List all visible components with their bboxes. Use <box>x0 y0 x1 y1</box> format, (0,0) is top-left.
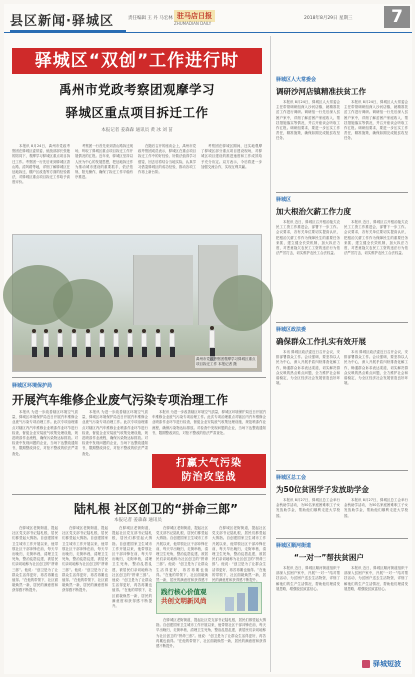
right-kicker-5: 驿城区顺河街道 <box>276 543 312 549</box>
photo-person <box>155 329 161 357</box>
right-body-5b <box>344 566 408 654</box>
page-number: 7 <box>384 6 410 28</box>
ad-subtitle: 共创文明新风尚 <box>161 597 207 605</box>
right-body-4a <box>276 498 340 534</box>
masthead-rule <box>4 32 412 33</box>
ad-title: 践行核心价值观 <box>161 588 207 596</box>
lead-title-line2: 驿城区重点项目拆迁工作 <box>65 105 209 120</box>
right-body-3b <box>344 350 408 466</box>
section-title: 县区新闻·驿城区 <box>10 10 114 29</box>
right-headline-5: “一对一”帮扶贫困户 <box>294 553 364 562</box>
ad-building-graphic <box>248 587 258 611</box>
photo-person <box>71 329 77 357</box>
column-divider <box>270 36 271 672</box>
story3-body-col6 <box>156 618 266 658</box>
story3-body-col3 <box>112 526 152 656</box>
story3-body-col1 <box>12 526 58 656</box>
right-body-2a <box>276 220 340 318</box>
story3-body-col2 <box>62 526 108 656</box>
photo-tree <box>213 275 273 331</box>
newspaper-logo-subtitle: ZHUMADIAN DAILY <box>174 21 212 26</box>
right-paragraph: 本报讯 8月27日，驿城区总工会举行金秋助学活动，为50名家庭困难职工子女发放助学金，帮助他们顺利走进大学校园。 <box>276 498 340 518</box>
right-body-4b <box>344 498 408 534</box>
article-rule <box>276 192 408 193</box>
right-headline-1: 调研沙河店镇精准扶贫工作 <box>276 87 366 96</box>
article-rule <box>276 322 408 323</box>
right-paragraph: 本报讯 近日，驿城区召开根治拖欠农民工工资工作推进会，部署下一步工作。会议要求，各有关单位要切实提高认识，把根治欠薪工作作为保障民生的重要任务来抓，建立健全长效机制，加大执法力度，对恶意拖欠农民工工资的违法行为依法严厉打击，切实维护农民工合法权益。 <box>276 220 340 256</box>
right-paragraph: 本报讯 近日，驿城区顺河街道组织干部深入贫困户家中，开展“一对一”结对帮扶活动，为贫困户送去生活物资，详细了解他们的生产生活情况，帮助他们理清发展思路，增强脱贫致富信心。 <box>276 566 340 591</box>
photo-person <box>85 329 91 357</box>
story2-paragraph: 本报讯 为进一步改善辖区环境空气质量，驿城区环境保护局近日开展汽车维修企业废气污染专项治理工作。此次专项治理重点对辖区内汽车维修企业喷漆作业环节进行检查，督促企业安装废气收集处理设施，规范喷漆作业流程，确保污染物达标排放。对检查中发现问题的企业，当场下达整改通知书，限期整改到位，对拒不整改的依法严肃查处。 <box>82 410 148 456</box>
right-kicker-2: 驿城区 <box>276 197 292 203</box>
photo-person <box>99 329 105 357</box>
story2-kicker: 驿城区环境保护局 <box>12 383 53 389</box>
photo-tree <box>53 279 113 329</box>
lead-paragraph: 考察团一行首先来到香山路拆迁现场，听取了驿城区重点项目拆迁工作开展情况的汇报。近年来，驿城区坚持以人民为中心的发展思想，把征地拆迁作为推动城市建设的重要抓手，依法依规、阳光操作，确保了拆迁工作平稳有序推进。 <box>75 144 133 180</box>
article-rule <box>276 538 408 539</box>
photo-person <box>31 329 37 357</box>
lead-paragraph: 在随后召开的座谈会上，禹州市党政考察团成员表示，驿城区在重点项目拆迁工作中的好经验、好做法值得学习借鉴，回去后将结合当地实际，认真学习借鉴驿城区的成功经验，推动各项工作再上新台阶。 <box>138 144 196 175</box>
lead-body-col1 <box>12 144 70 230</box>
public-service-ad <box>156 582 262 614</box>
photo-person <box>57 329 63 357</box>
story3-body-col5 <box>212 526 266 583</box>
right-paragraph: 本报讯 8月24日，驿城区人大常委会主任带领调研组深入沙河店镇，就精准扶贫工作进行调研。调研组一行先后深入贫困户家中，详细了解贫困户家庭收入、帮扶措施落实等情况，并召开座谈会听取工作汇报。调研组要求，要进一步压实工作责任，精准施策，确保如期完成脱贫攻坚任务。 <box>276 100 340 141</box>
lead-body-col2 <box>75 144 133 230</box>
photo-person <box>169 329 175 357</box>
lead-banner: 驿城区“双创”工作进行时 <box>12 48 262 74</box>
ad-building-graphic <box>237 593 245 611</box>
lead-headline <box>12 80 262 133</box>
right-kicker-4: 驿城区总工会 <box>276 475 307 481</box>
masthead <box>4 4 412 32</box>
lead-body-col4 <box>201 144 262 230</box>
lead-paragraph: 考察团在驿城区期间，还实地观摩了驿城区部分重点项目建设现场，对驿城区项目建设的推进速度和工作成效给予充分肯定。双方表示，今后将进一步加强交流合作，实现互利共赢。 <box>201 144 262 169</box>
right-headline-3: 确保群众工作扎实有效开展 <box>276 337 366 346</box>
story3-headline: 陆札根 社区创卫的“拼命三郎” <box>74 502 238 516</box>
right-body-2b <box>344 220 408 318</box>
newspaper-logo: 驻马店日报 <box>174 10 215 22</box>
photo-person <box>127 329 133 357</box>
article-rule <box>12 494 266 495</box>
newspaper-page <box>4 4 412 674</box>
article-rule <box>276 470 408 471</box>
badge-icon <box>362 660 370 668</box>
story3-paragraph: 在驿城区老街街道，提起社区党支部书记陆札根，居民们都竖起大拇指。自创建国家卫生城市工作开展以来，他带领社区干部冲锋在前，每天早出晚归，走街串巷，清理卫生死角，整治乱搭乱建，被居民们亲切地称为社区创卫的“拼命三郎”。他说：“创卫是为了让群众生活得更好，再苦再累也值得。”在他的带领下，社区面貌焕然一新，居民的满意度和获得感不断提升。 <box>212 526 266 583</box>
story3-body-col4 <box>156 526 208 583</box>
editor-credit: 责任编辑 王 丹 马宏林 <box>128 16 173 21</box>
slogan-line2: 防治攻坚战 <box>181 472 237 483</box>
story2-paragraph: 本报讯 为进一步改善辖区环境空气质量，驿城区环境保护局近日开展汽车维修企业废气污染专项治理工作。此次专项治理重点对辖区内汽车维修企业喷漆作业环节进行检查，督促企业安装废气收集处理设施，规范喷漆作业流程，确保污染物达标排放。对检查中发现问题的企业，当场下达整改通知书，限期整改到位，对拒不整改的依法严肃查处。 <box>12 410 78 456</box>
right-paragraph: 本报讯 近日，驿城区顺河街道组织干部深入贫困户家中，开展“一对一”结对帮扶活动，为贫困户送去生活物资，详细了解他们的生产生活情况，帮助他们理清发展思路，增强脱贫致富信心。 <box>344 566 408 591</box>
lead-byline: 本报记者 姜森森 通讯员 黄 冰 刘 苗 <box>101 128 173 133</box>
issue-date: 2018年8月29日 星期三 <box>304 16 353 21</box>
story2-headline: 开展汽车维修企业废气污染专项治理工作 <box>12 393 229 407</box>
story3-byline: 本报记者 姜森森 通讯员 <box>114 518 162 523</box>
story3-paragraph: 在驿城区老街街道，提起社区党支部书记陆札根，居民们都竖起大拇指。自创建国家卫生城市工作开展以来，他带领社区干部冲锋在前，每天早出晚归，走街串巷，清理卫生死角，整治乱搭乱建，被居民们亲切地称为社区创卫的“拼命三郎”。他说：“创卫是为了让群众生活得更好，再苦再累也值得。”在他的带领下，社区面貌焕然一新，居民的满意度和获得感不 <box>156 526 208 583</box>
right-headline-2: 加大根治欠薪工作力度 <box>276 207 351 216</box>
photo-person <box>43 329 49 357</box>
story2-body-col1 <box>12 410 78 490</box>
story2-paragraph: 本报讯 为进一步改善辖区环境空气质量，驿城区环境保护局近日开展汽车维修企业废气污染专项治理工作。此次专项治理重点对辖区内汽车维修企业喷漆作业环节进行检查，督促企业安装废气收集处理设施，规范喷漆作业流程，确保污染物达标排放。对检查中发现问题的企业，当场下达整改通知书，限期整改到位，对拒不整改的依法严肃查处。 <box>152 410 266 435</box>
story3-paragraph: 在驿城区老街街道，提起社区党支部书记陆札根，居民们都竖起大拇指。自创建国家卫生城市工作开展以来，他带领社区干部冲锋在前，每天早出晚归，走街串巷，清理卫生死角，整治乱搭乱建，被居民们亲切地称为社区创卫的“拼命三郎”。他说：“创卫是为了让群众生活得更好，再苦再累也值得。”在他的带领下，社区面貌焕然一新，居民的满意度和获得感不断提升。 <box>62 526 108 593</box>
story3-paragraph: 在驿城区老街街道，提起社区党支部书记陆札根，居民们都竖起大拇指。自创建国家卫生城市工作开展以来，他带领社区干部冲锋在前，每天早出晚归，走街串巷，清理卫生死角，整治乱搭乱建，被居民们亲切地称为社区创卫的“拼命三郎”。他说：“创卫是为了让群众生活得更好，再苦再累也值得。”在他的带领下，社区面貌焕然一新，居民的满意度和获得感不断提升。 <box>12 526 58 593</box>
lead-paragraph: 本报讯 8月24日，禹州市党政考察团在驿城区委常委、统战部部长张艳的陪同下，观摩学习驿城区重点项目拆迁工作。考察团一行先后来到驿城区香山路、清风路等地，详细了解驿城区在征地拆迁、棚户区改造等方面的经验做法，对驿城区重点项目拆迁工作给予高度评价。 <box>12 144 70 185</box>
badge-label: 驿城短波 <box>373 660 401 668</box>
right-paragraph: 本讯 驿城区政法委近日召开会议，安排部署群众工作。会议强调，要坚持以人民为中心，深入开展矛盾纠纷排查化解工作，畅通群众诉求表达渠道，切实解决群众反映的热点难点问题，全力维护社会和谐稳定，为全区经济社会发展营造良好环境。 <box>276 350 340 386</box>
right-paragraph: 本报讯 近日，驿城区召开根治拖欠农民工工资工作推进会，部署下一步工作。会议要求，各有关单位要切实提高认识，把根治欠薪工作作为保障民生的重要任务来抓，建立健全长效机制，加大执法力度，对恶意拖欠农民工工资的违法行为依法严厉打击，切实维护农民工合法权益。 <box>344 220 408 256</box>
story3-paragraph: 在驿城区老街街道，提起社区党支部书记陆札根，居民们都竖起大拇指。自创建国家卫生城市工作开展以来，他带领社区干部冲锋在前，每天早出晚归，走街串巷，清理卫生死角，整治乱搭乱建，被居民们亲切地称为社区创卫的“拼命三郎”。他说：“创卫是为了让群众生活得更好，再苦再累也值得。”在他的带领下，社区面貌焕然一新，居民的满意度和获得感不断提升。 <box>112 526 152 609</box>
lead-title-line1: 禹州市党政考察团观摩学习 <box>58 82 215 97</box>
right-kicker-1: 驿城区人大常委会 <box>276 77 317 83</box>
photo-person <box>141 329 147 357</box>
right-paragraph: 本报讯 8月24日，驿城区人大常委会主任带领调研组深入沙河店镇，就精准扶贫工作进行调研。调研组一行先后深入贫困户家中，详细了解贫困户家庭收入、帮扶措施落实等情况，并召开座谈会听取工作汇报。调研组要求，要进一步压实工作责任，精准施策，确保如期完成脱贫攻坚任务。 <box>344 100 408 141</box>
right-body-1a <box>276 100 340 188</box>
story2-body-col2 <box>82 410 148 490</box>
right-headline-4: 为50位贫困学子发放助学金 <box>276 485 369 494</box>
photo-person <box>113 329 119 357</box>
lead-body-col3 <box>138 144 196 230</box>
story3-paragraph: 在驿城区老街街道，提起社区党支部书记陆札根，居民们都竖起大拇指。自创建国家卫生城市工作开展以来，他带领社区干部冲锋在前，每天早出晚归，走街串巷，清理卫生死角，整治乱搭乱建，被居民们亲切地称为社区创卫的“拼命三郎”。他说：“创卫是为了让群众生活得更好，再苦再累也值得。”在他的带领下，社区面貌焕然一新，居民的满意度和获得感不断提升。 <box>156 618 266 649</box>
right-body-5a <box>276 566 340 654</box>
footer-badge <box>348 658 408 670</box>
ad-building-graphic <box>225 597 234 611</box>
right-kicker-3: 驿城区政法委 <box>276 327 307 333</box>
photo-caption: 禹州市党政考察团观摩学习驿城区重点项目拆迁工作 本报记者 摄 <box>196 357 256 366</box>
right-body-3a <box>276 350 340 466</box>
article-rule <box>12 377 266 378</box>
campaign-slogan <box>152 454 266 488</box>
story2-body-col3 <box>152 410 266 450</box>
right-paragraph: 本报讯 8月27日，驿城区总工会举行金秋助学活动，为50名家庭困难职工子女发放助学金，帮助他们顺利走进大学校园。 <box>344 498 408 518</box>
right-body-1b <box>344 100 408 188</box>
photo-building <box>133 255 193 325</box>
slogan-line1: 打赢大气污染 <box>176 458 242 469</box>
right-paragraph: 本讯 驿城区政法委近日召开会议，安排部署群众工作。会议强调，要坚持以人民为中心，深入开展矛盾纠纷排查化解工作，畅通群众诉求表达渠道，切实解决群众反映的热点难点问题，全力维护社会和谐稳定，为全区经济社会发展营造良好环境。 <box>344 350 408 386</box>
lead-photo <box>12 234 262 372</box>
